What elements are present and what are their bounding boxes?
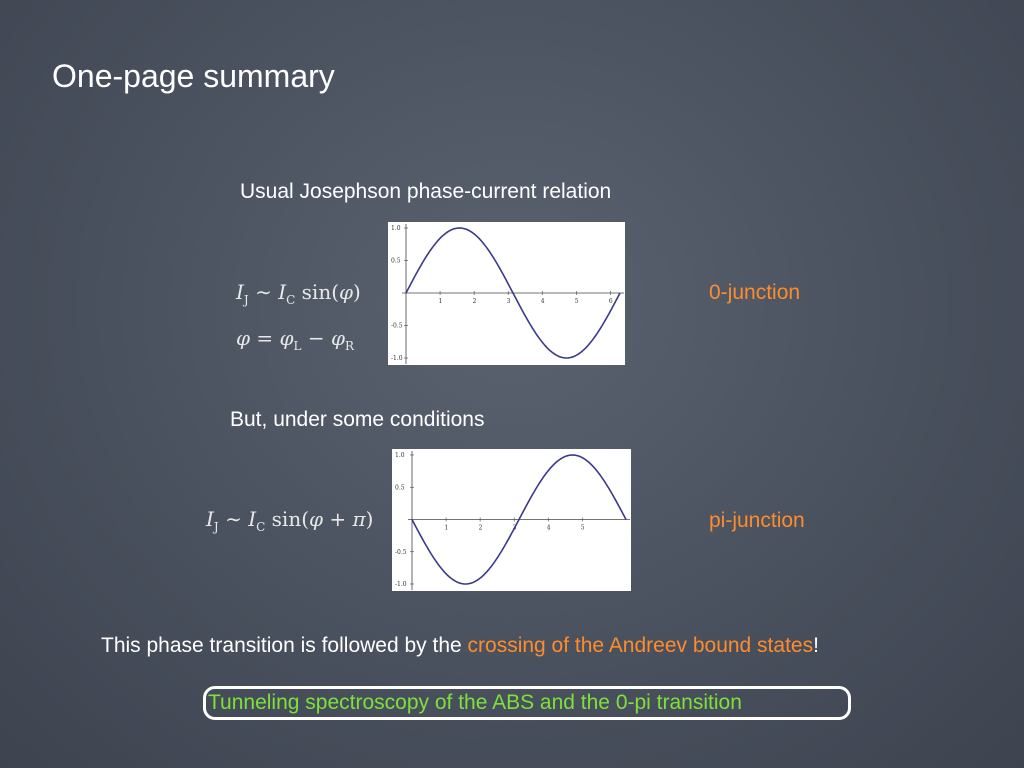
x-tick-label: 5	[580, 524, 585, 532]
x-tick-label: 2	[478, 524, 483, 532]
plot-pi-junction	[392, 449, 631, 591]
sine-plot-svg	[388, 222, 625, 365]
usual-relation-heading: Usual Josephson phase-current relation	[240, 180, 612, 203]
y-tick-label: -1.0	[395, 581, 407, 588]
x-tick-label: 1	[438, 298, 443, 305]
x-tick-label: 3	[512, 524, 517, 532]
formula-josephson: $I_J$ ∼ $I_C$ sin(φ)	[236, 280, 361, 307]
transition-text-prefix: This phase transition is followed by the	[101, 634, 468, 657]
x-tick-label: 6	[608, 298, 613, 305]
callout-box	[203, 686, 851, 720]
transition-text	[101, 634, 819, 658]
y-tick-label: -1.0	[391, 355, 403, 362]
shifted-sine-plot-svg	[392, 449, 631, 591]
x-tick-label: 4	[546, 524, 551, 532]
y-tick-label: 1.0	[395, 452, 405, 459]
callout-text: Tunneling spectroscopy of the ABS and the 0-pi transition	[208, 691, 742, 714]
y-tick-label: 0.5	[391, 257, 401, 265]
x-tick-label: 2	[472, 298, 477, 305]
formula-pi-junction: $I_J$ ∼ $I_C$ sin(φ + π)	[206, 507, 374, 534]
zero-junction-label: 0-junction	[709, 281, 801, 304]
abs-crossing-highlight: crossing of the Andreev bound states	[467, 634, 814, 657]
pi-junction-label: pi-junction	[709, 509, 805, 532]
x-tick-label: 1	[444, 524, 449, 532]
conditions-text: But, under some conditions	[230, 408, 485, 431]
x-tick-label: 5	[574, 298, 579, 305]
x-tick-label: 4	[540, 298, 545, 305]
y-tick-label: 0.5	[395, 484, 405, 492]
transition-text-suffix: !	[813, 634, 819, 657]
plot-zero-junction	[388, 222, 625, 365]
y-tick-label: -0.5	[391, 322, 403, 330]
formula-phase-difference: $\varphi = \varphi_L - \varphi_R$	[236, 326, 355, 353]
y-tick-label: -0.5	[395, 548, 407, 556]
x-tick-label: 3	[506, 298, 511, 305]
slide-title: One-page summary	[52, 58, 335, 94]
y-tick-label: 1.0	[391, 225, 401, 232]
